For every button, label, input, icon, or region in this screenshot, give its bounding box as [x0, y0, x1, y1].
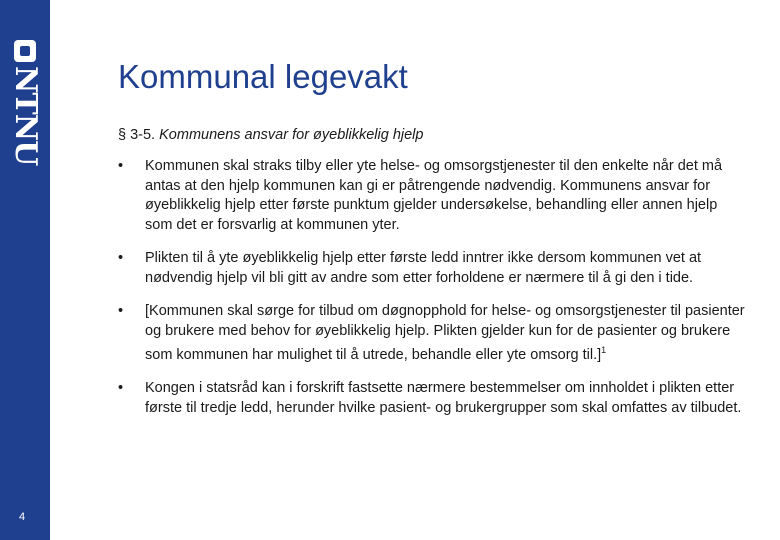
- section-heading-text: Kommunens ansvar for øyeblikkelig hjelp: [159, 127, 424, 143]
- bullet-text: Kongen i statsråd kan i forskrift fastsette nærmere bestemmelser om innholdet i plikten etter første til tredje ledd, herunder hvilke pasient- og brukergrupper som skal omfattes av tilbudet.: [145, 380, 742, 416]
- slide-title: Kommunal legevakt: [118, 58, 408, 95]
- bullet-marker: •: [118, 303, 124, 319]
- ntnu-logo-icon: [14, 40, 36, 62]
- page-number: 4: [19, 511, 26, 523]
- bullet-marker: •: [118, 158, 124, 174]
- bullet-item: [118, 379, 748, 418]
- bullet-item: [118, 157, 748, 235]
- bullet-list: [118, 157, 748, 432]
- bullet-text: Kommunen skal straks tilby eller yte helse- og omsorgstjenester til den enkelte når det må antas at den hjelp kommunen kan gi er påtrengende nødvendig. Kommunens ansvar for øyeblikkelig hjelp etter første punktum gjelder undersøkelse, behandling eller annen hjelp som det er forsvarlig at kommunen yter.: [145, 158, 723, 233]
- ntnu-logo-text: NTNU: [8, 66, 43, 166]
- section-heading: [118, 127, 423, 143]
- footnote-marker: 1: [601, 345, 607, 355]
- bullet-item: [118, 302, 748, 365]
- section-paragraph-number: § 3-5.: [118, 127, 156, 143]
- bullet-item: [118, 249, 748, 288]
- bullet-marker: •: [118, 380, 124, 397]
- bullet-text: [Kommunen skal sørge for tilbud om døgnopphold for helse- og omsorgstjenester til pasienter og brukere med behov for øyeblikkelig hjelp. Plikten gjelder kun for de pasienter og brukere som kommunen har mulighet til å utrede, behandle eller yte omsorg til.]: [145, 303, 745, 363]
- bullet-text: Plikten til å yte øyeblikkelig hjelp etter første ledd inntrer ikke dersom kommunen vet at nødvendig hjelp vil bli gitt av andre som etter forholdene er nærmere til å gi den i tide.: [145, 250, 702, 286]
- brand-sidebar: [0, 0, 50, 540]
- bullet-marker: •: [118, 250, 124, 266]
